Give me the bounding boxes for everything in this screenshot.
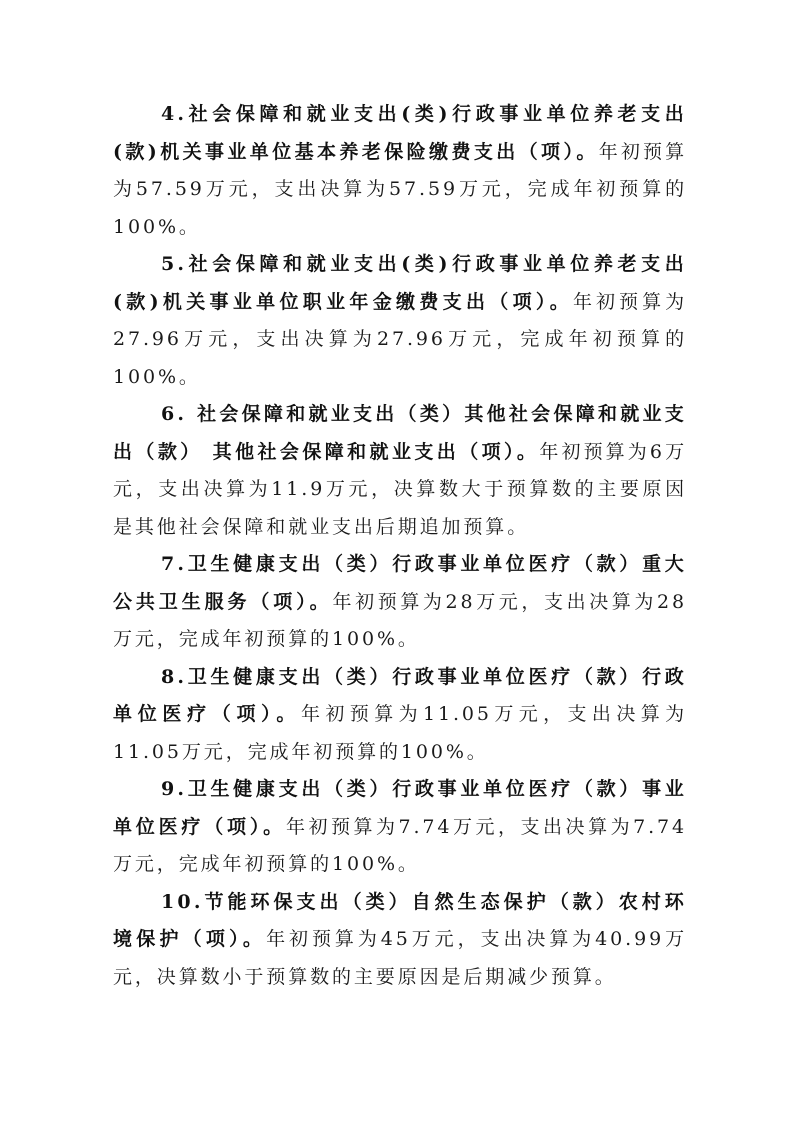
- paragraph-heading: 4.社会保障和就业支出(类)行政事业单位养老支出(款)机关事业单位基本养老保险缴费支出（项）。: [113, 103, 687, 163]
- paragraph-text: 年初预算为45万元，支出决算为40.99万元，决算数小于预算数的主要原因是后期减少预算。: [113, 928, 687, 988]
- paragraph-text: 年初预算为11.05万元，支出决算为11.05万元，完成年初预算的100%。: [113, 703, 687, 763]
- paragraph-text: 年初预算为28万元，支出决算为28万元，完成年初预算的100%。: [113, 590, 687, 650]
- paragraph-item-7: [113, 546, 687, 659]
- paragraph-item-9: [113, 771, 687, 884]
- paragraph-heading: 10.节能环保支出（类）自然生态保护（款）农村环境保护（项）。: [113, 890, 687, 950]
- paragraph-heading: 8.卫生健康支出（类）行政事业单位医疗（款）行政单位医疗（项）。: [113, 665, 687, 725]
- paragraph-heading: 6. 社会保障和就业支出（类）其他社会保障和就业支出（款） 其他社会保障和就业支出（项）。: [113, 403, 687, 463]
- paragraph-text: 年初预算为27.96万元，支出决算为27.96万元，完成年初预算的100%。: [113, 290, 687, 388]
- paragraph-item-8: [113, 659, 687, 772]
- paragraph-item-10: [113, 884, 687, 997]
- document-page: [113, 96, 687, 996]
- paragraph-text: 年初预算为57.59万元，支出决算为57.59万元，完成年初预算的100%。: [113, 140, 687, 238]
- paragraph-heading: 5.社会保障和就业支出(类)行政事业单位养老支出(款)机关事业单位职业年金缴费支出（项）。: [113, 253, 687, 313]
- paragraph-item-4: [113, 96, 687, 246]
- paragraph-item-5: [113, 246, 687, 396]
- paragraph-heading: 7.卫生健康支出（类）行政事业单位医疗（款）重大公共卫生服务（项）。: [113, 553, 687, 613]
- paragraph-item-6: [113, 396, 687, 546]
- paragraph-text: 年初预算为7.74万元，支出决算为7.74万元，完成年初预算的100%。: [113, 815, 687, 875]
- paragraph-heading: 9.卫生健康支出（类）行政事业单位医疗（款）事业单位医疗（项）。: [113, 778, 687, 838]
- paragraph-text: 年初预算为6万元，支出决算为11.9万元，决算数大于预算数的主要原因是其他社会保障和就业支出后期追加预算。: [113, 440, 687, 538]
